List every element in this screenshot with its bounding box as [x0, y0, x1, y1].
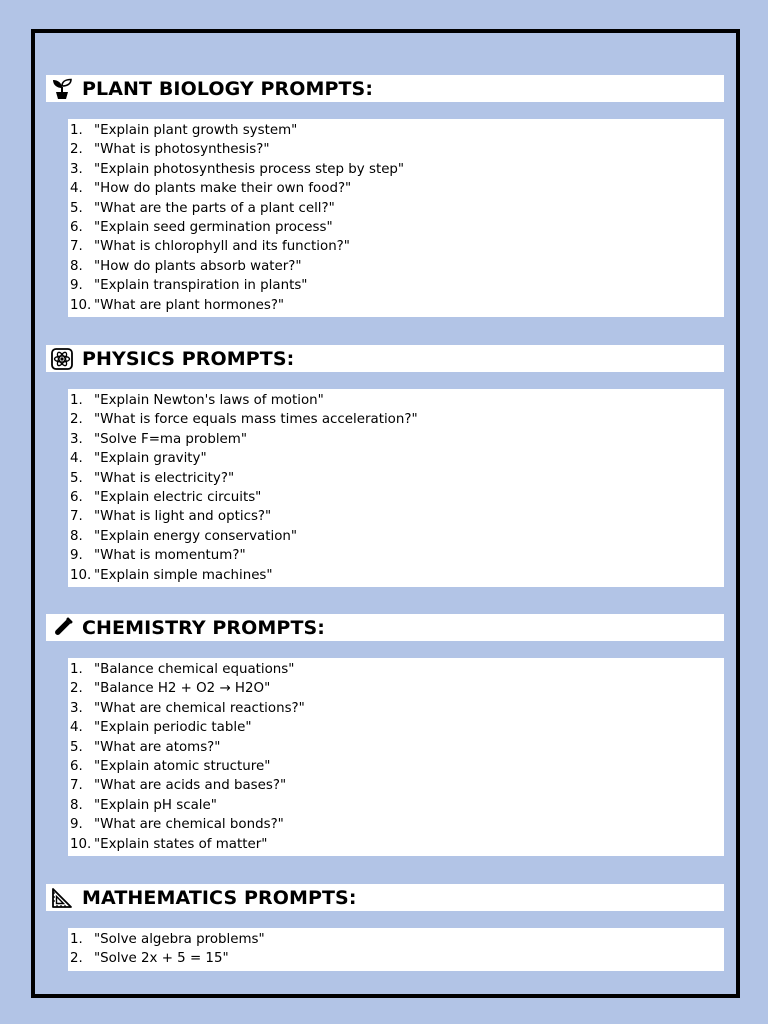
list-item — [70, 121, 724, 140]
list-item — [70, 679, 724, 698]
list-item — [70, 469, 724, 488]
item-number: 2. — [70, 412, 83, 428]
section-title: CHEMISTRY PROMPTS: — [82, 616, 325, 639]
item-text: "Solve F=ma problem" — [94, 431, 247, 447]
item-number: 9. — [70, 548, 83, 564]
list-item — [70, 449, 724, 468]
item-number: 1. — [70, 662, 83, 677]
list-item — [70, 257, 724, 276]
list-item — [70, 296, 724, 315]
item-number: 4. — [70, 451, 83, 467]
list-item — [70, 140, 724, 159]
list-item — [70, 276, 724, 295]
prompt-list — [68, 119, 724, 317]
item-text: "What is momentum?" — [94, 548, 246, 564]
section-title: PHYSICS PROMPTS: — [82, 347, 295, 370]
item-text: "What are acids and bases?" — [94, 778, 287, 794]
list-item — [70, 815, 724, 834]
item-text: "Explain gravity" — [94, 451, 207, 467]
list-item — [70, 738, 724, 757]
item-text: "Explain pH scale" — [94, 797, 217, 813]
item-number: 1. — [70, 932, 83, 947]
list-item — [70, 179, 724, 198]
test-tube-icon — [50, 616, 74, 640]
item-text: "Balance H2 + O2 → H2O" — [94, 681, 271, 697]
list-item — [70, 566, 724, 585]
item-text: "What are plant hormones?" — [94, 297, 285, 313]
item-text: "What is chlorophyll and its function?" — [94, 239, 350, 255]
item-text: "Explain photosynthesis process step by step" — [94, 161, 405, 177]
section-title: MATHEMATICS PROMPTS: — [82, 886, 357, 909]
section-chemistry — [46, 614, 724, 856]
list-item — [70, 218, 724, 237]
item-number: 8. — [70, 258, 83, 274]
item-number: 2. — [70, 951, 83, 967]
list-item — [70, 430, 724, 449]
item-number: 7. — [70, 509, 83, 525]
prompt-list — [68, 389, 724, 587]
item-text: "Explain transpiration in plants" — [94, 278, 308, 294]
item-text: "What is light and optics?" — [94, 509, 272, 525]
sprout-icon — [50, 77, 74, 101]
item-number: 5. — [70, 470, 83, 486]
section-physics — [46, 345, 724, 587]
item-number: 10. — [70, 836, 92, 852]
list-item — [70, 660, 724, 679]
section-header — [46, 75, 724, 102]
list-item — [70, 488, 724, 507]
item-text: "What is force equals mass times acceleration?" — [94, 412, 418, 428]
item-number: 7. — [70, 239, 83, 255]
item-number: 10. — [70, 567, 92, 583]
item-text: "Explain atomic structure" — [94, 758, 271, 774]
section-plant-biology — [46, 75, 724, 317]
atom-icon — [50, 347, 74, 371]
list-item — [70, 410, 724, 429]
item-number: 3. — [70, 431, 83, 447]
set-square-icon — [50, 886, 74, 910]
item-text: "Explain electric circuits" — [94, 489, 262, 505]
item-text: "What is photosynthesis?" — [94, 142, 270, 158]
list-item — [70, 718, 724, 737]
item-number: 6. — [70, 758, 83, 774]
item-text: "Explain energy conservation" — [94, 528, 298, 544]
item-number: 2. — [70, 681, 83, 697]
section-mathematics — [46, 884, 724, 971]
list-item — [70, 199, 724, 218]
item-number: 9. — [70, 278, 83, 294]
item-number: 4. — [70, 181, 83, 197]
item-text: "What are chemical reactions?" — [94, 700, 305, 716]
list-item — [70, 546, 724, 565]
prompt-list — [68, 658, 724, 856]
list-item — [70, 796, 724, 815]
item-number: 5. — [70, 739, 83, 755]
item-number: 7. — [70, 778, 83, 794]
item-number: 5. — [70, 200, 83, 216]
item-text: "Explain states of matter" — [94, 836, 268, 852]
item-number: 4. — [70, 720, 83, 736]
list-item — [70, 160, 724, 179]
list-item — [70, 757, 724, 776]
list-item — [70, 237, 724, 256]
item-number: 8. — [70, 528, 83, 544]
item-text: "Solve algebra problems" — [94, 932, 265, 947]
list-item — [70, 507, 724, 526]
item-text: "How do plants absorb water?" — [94, 258, 302, 274]
section-header — [46, 614, 724, 641]
item-text: "What are atoms?" — [94, 739, 221, 755]
page-frame — [31, 29, 740, 998]
section-header — [46, 345, 724, 372]
item-text: "What is electricity?" — [94, 470, 235, 486]
item-number: 2. — [70, 142, 83, 158]
list-item — [70, 776, 724, 795]
item-number: 10. — [70, 297, 92, 313]
item-number: 3. — [70, 700, 83, 716]
list-item — [70, 699, 724, 718]
item-number: 8. — [70, 797, 83, 813]
item-number: 9. — [70, 817, 83, 833]
item-text: "Explain seed germination process" — [94, 219, 333, 235]
list-item — [70, 930, 724, 949]
item-text: "Explain periodic table" — [94, 720, 252, 736]
list-item — [70, 391, 724, 410]
list-item — [70, 835, 724, 854]
item-text: "What are the parts of a plant cell?" — [94, 200, 335, 216]
item-number: 6. — [70, 489, 83, 505]
item-text: "What are chemical bonds?" — [94, 817, 284, 833]
item-text: "Explain plant growth system" — [94, 123, 298, 138]
item-number: 3. — [70, 161, 83, 177]
item-number: 1. — [70, 123, 83, 138]
list-item — [70, 949, 724, 968]
item-text: "How do plants make their own food?" — [94, 181, 352, 197]
section-header — [46, 884, 724, 911]
item-text: "Explain simple machines" — [94, 567, 273, 583]
item-number: 6. — [70, 219, 83, 235]
prompt-list — [68, 928, 724, 971]
item-text: "Explain Newton's laws of motion" — [94, 393, 324, 408]
item-text: "Solve 2x + 5 = 15" — [94, 951, 229, 967]
list-item — [70, 527, 724, 546]
item-number: 1. — [70, 393, 83, 408]
item-text: "Balance chemical equations" — [94, 662, 295, 677]
section-title: PLANT BIOLOGY PROMPTS: — [82, 77, 374, 100]
